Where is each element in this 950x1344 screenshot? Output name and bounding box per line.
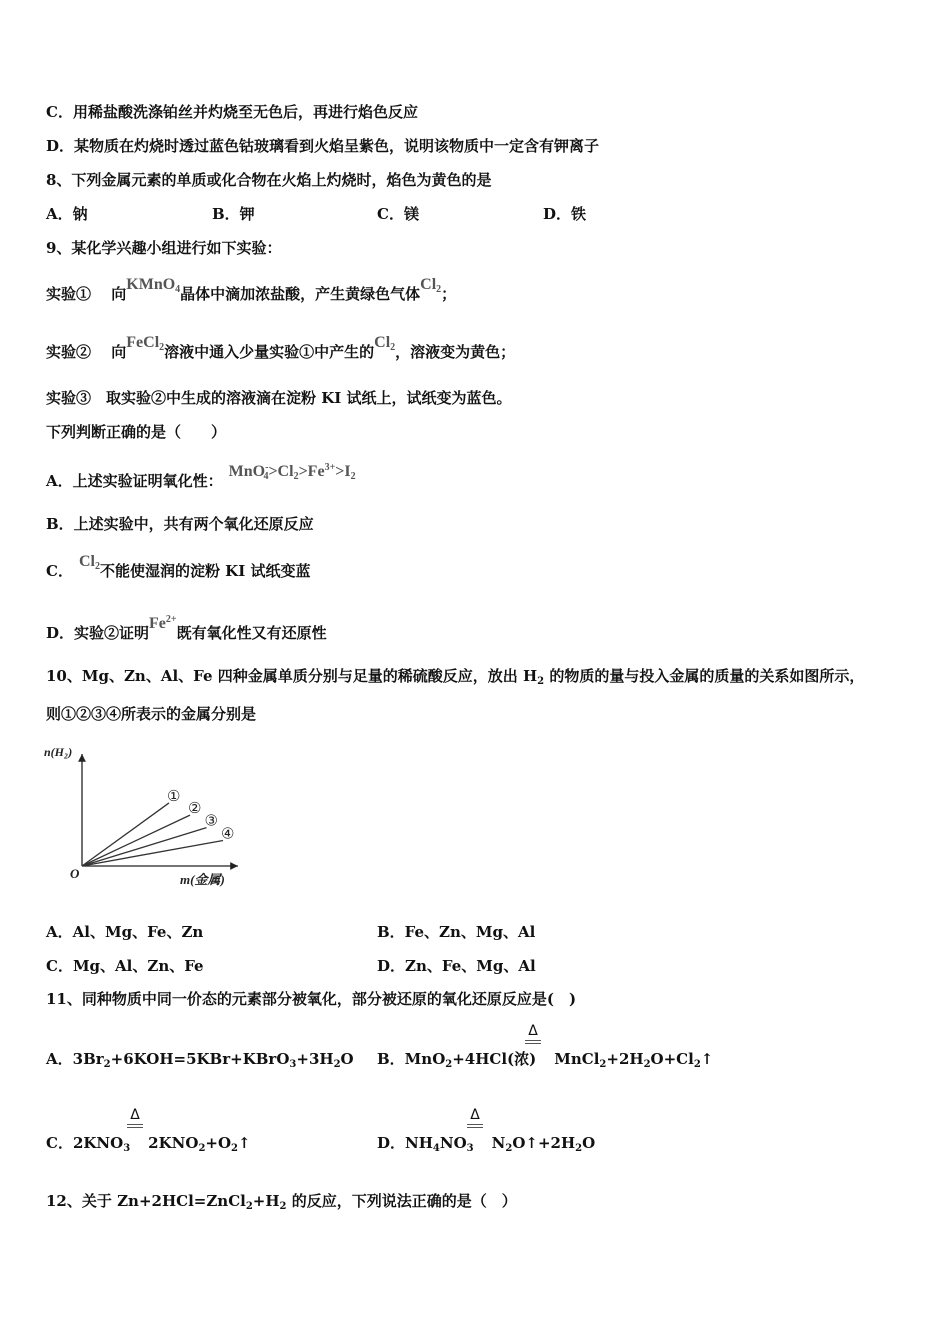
exp2-formula1: FeCl$_2$ (126, 334, 165, 353)
heat-sign-c: Δ (127, 1108, 143, 1128)
q9-option-c: C．$Cl_2$不能使湿润的淀粉 KI 试纸变蓝 (46, 553, 311, 580)
exp2-mid: 溶液中通入少量实验①中产生的 (164, 343, 375, 361)
exp1-pre: 向 (111, 285, 127, 303)
q9-option-d: D．实验②证明$Fe^{2+}$既有氧化性又有还原性 (46, 614, 327, 642)
h2-vs-metal-mass-chart (40, 730, 300, 890)
q11-stem: 11、同种物质中同一价态的元素部分被氧化，部分被还原的氧化还原反应是( ) (46, 990, 577, 1008)
q10-stem-2: 则①②③④所表示的金属分别是 (46, 705, 257, 723)
q12-stem: 12、关于 $Zn+2HCl=ZnCl_2+H_2$ 的反应，下列说法正确的是（ ） (46, 1192, 517, 1212)
series-label-3: ③ (204, 813, 218, 830)
q10-option-d: D．Zn、Fe、Mg、Al (377, 957, 536, 975)
origin-label: O (70, 866, 80, 881)
q10-option-b: B．Fe、Zn、Mg、Al (377, 923, 536, 941)
q10-option-c: C．Mg、Al、Zn、Fe (46, 957, 204, 975)
q10-option-a: A．Al、Mg、Fe、Zn (46, 923, 204, 941)
exp1-formula1: KMnO$_4$ (126, 276, 181, 295)
optd-formula: $Fe^{2+}$ (149, 614, 177, 632)
exp2-label: 实验② (46, 343, 92, 361)
q8-option-b: B．钾 (212, 205, 255, 223)
q11-option-d: D．$NH_4NO_3$ $N_2O↑+2H_2O$ (377, 1134, 596, 1154)
q8-stem: 8、下列金属元素的单质或化合物在火焰上灼烧时，焰色为黄色的是 (46, 171, 492, 189)
series-label-1: ① (167, 788, 181, 805)
q8-option-a: A．钠 (46, 205, 88, 223)
q11-option-c: C．$2KNO_3$ $2KNO_2+O_2↑$ (46, 1134, 251, 1154)
heat-sign-d: Δ (467, 1108, 483, 1128)
q9-ask: 下列判断正确的是（ ） (46, 423, 227, 441)
q9-stem: 9、某化学兴趣小组进行如下实验： (46, 239, 282, 257)
exp1-mid: 晶体中滴加浓盐酸，产生黄绿色气体 (180, 285, 421, 303)
q9-experiment-3: 实验③ 取实验②中生成的溶液滴在淀粉 KI 试纸上，试纸变为蓝色。 (46, 389, 512, 407)
q9-experiment-2 (46, 334, 516, 368)
exp1-formula2: $Cl_2$ (420, 276, 442, 295)
series-label-4: ④ (221, 826, 235, 843)
q8-option-c: C．镁 (377, 205, 419, 223)
q7-option-c: C．用稀盐酸洗涤铂丝并灼烧至无色后，再进行焰色反应 (46, 103, 418, 121)
q10-stem: 10、Mg、Zn、Al、Fe 四种金属单质分别与足量的稀硫酸反应，放出 $H_2$ 的物质的量与投入金属的质量的关系如图所示， (46, 667, 865, 687)
heat-sign-b: Δ (525, 1024, 541, 1044)
exp1-label: 实验① (46, 285, 92, 303)
exp2-pre: 向 (111, 343, 127, 361)
q9-option-b: B．上述实验中，共有两个氧化还原反应 (46, 515, 314, 533)
exp2-end: ，溶液变为黄色； (395, 343, 516, 361)
q7-option-d: D．某物质在灼烧时透过蓝色钴玻璃看到火焰呈紫色，说明该物质中一定含有钾离子 (46, 137, 600, 155)
optc-formula: $Cl_2$ (78, 553, 100, 572)
q8-option-d: D．铁 (543, 205, 587, 223)
oxidizing-order-formula: $MnO^-_4>Cl_2>Fe^{3+}>I_2$ (228, 462, 356, 482)
series-label-2: ② (188, 801, 202, 818)
series-line-1 (82, 803, 169, 866)
exp2-formula2: $Cl_2$ (374, 334, 396, 353)
y-axis-label: n(H₂) (44, 745, 73, 759)
q11-option-a: A．$3Br_2+6KOH=5KBr+KBrO_3+3H_2O$ (46, 1050, 354, 1070)
series-line-2 (82, 815, 190, 866)
q11-option-b: B．MnO$_2$+4HCl(浓) $MnCl_2+2H_2O+Cl_2↑$ (377, 1050, 714, 1070)
x-axis-label: m(金属) (180, 872, 225, 887)
exp1-end: ； (441, 285, 457, 303)
q9-experiment-1 (46, 276, 457, 310)
q9-option-a: A．上述实验证明氧化性：$MnO^-_4>Cl_2>Fe^{3+}>I_2$ (46, 462, 356, 490)
